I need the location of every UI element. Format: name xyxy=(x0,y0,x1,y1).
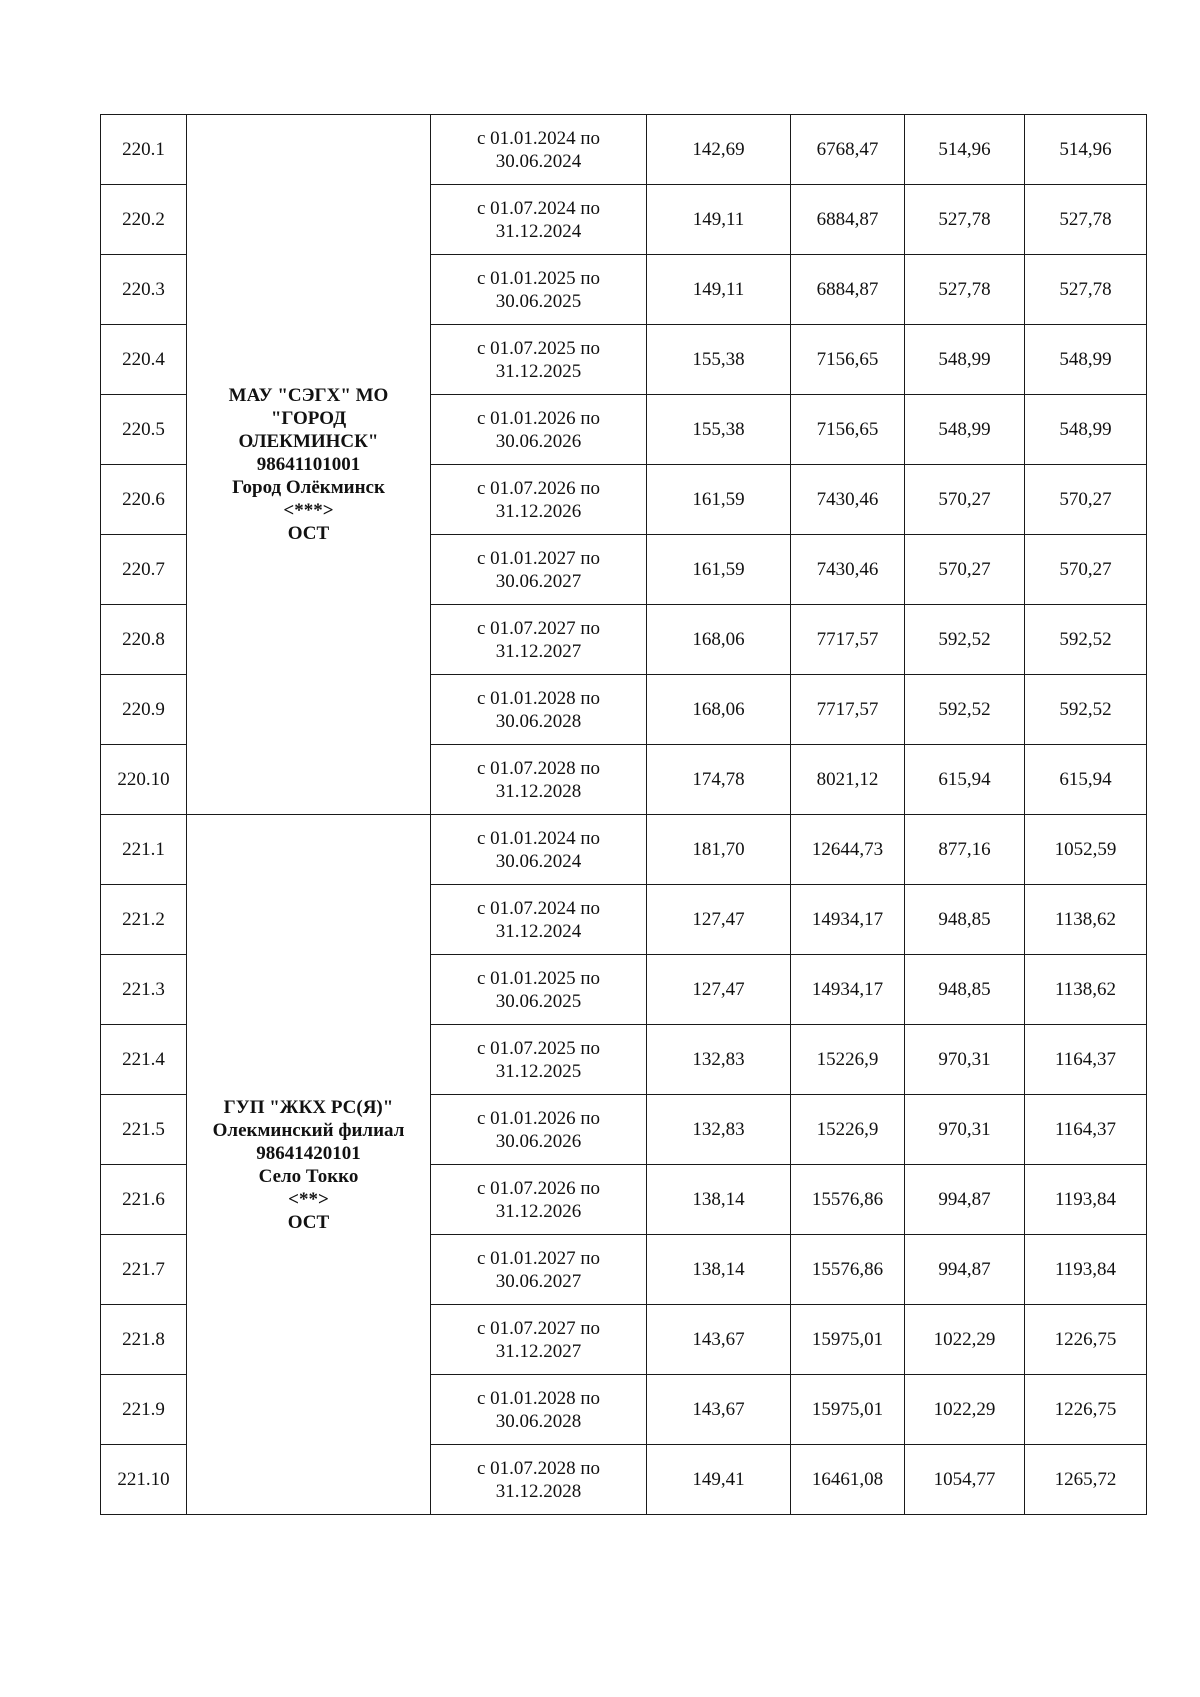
tariff-table xyxy=(100,114,1147,1515)
period-cell: с 01.07.2025 по 31.12.2025 xyxy=(431,1025,647,1095)
period-cell: с 01.01.2025 по 30.06.2025 xyxy=(431,255,647,325)
value-cell-1: 149,11 xyxy=(647,255,791,325)
value-cell-1: 127,47 xyxy=(647,885,791,955)
value-cell-1: 168,06 xyxy=(647,605,791,675)
value-cell-1: 138,14 xyxy=(647,1165,791,1235)
value-cell-1: 143,67 xyxy=(647,1375,791,1445)
value-cell-2: 16461,08 xyxy=(791,1445,905,1515)
row-number-cell: 220.7 xyxy=(101,535,187,605)
value-cell-4: 527,78 xyxy=(1025,255,1147,325)
value-cell-4: 548,99 xyxy=(1025,395,1147,465)
value-cell-1: 155,38 xyxy=(647,395,791,465)
value-cell-2: 7156,65 xyxy=(791,395,905,465)
value-cell-2: 6884,87 xyxy=(791,255,905,325)
row-number-cell: 221.10 xyxy=(101,1445,187,1515)
value-cell-3: 514,96 xyxy=(905,115,1025,185)
row-number-cell: 220.9 xyxy=(101,675,187,745)
row-number-cell: 221.8 xyxy=(101,1305,187,1375)
value-cell-3: 1022,29 xyxy=(905,1375,1025,1445)
tariff-table-body xyxy=(101,115,1147,1515)
table-row xyxy=(101,815,1147,885)
value-cell-1: 168,06 xyxy=(647,675,791,745)
period-cell: с 01.07.2026 по 31.12.2026 xyxy=(431,1165,647,1235)
period-cell: с 01.01.2026 по 30.06.2026 xyxy=(431,395,647,465)
value-cell-1: 149,11 xyxy=(647,185,791,255)
value-cell-2: 12644,73 xyxy=(791,815,905,885)
value-cell-1: 174,78 xyxy=(647,745,791,815)
period-cell: с 01.07.2028 по 31.12.2028 xyxy=(431,745,647,815)
value-cell-4: 514,96 xyxy=(1025,115,1147,185)
value-cell-4: 592,52 xyxy=(1025,605,1147,675)
period-cell: с 01.07.2027 по 31.12.2027 xyxy=(431,1305,647,1375)
value-cell-1: 132,83 xyxy=(647,1025,791,1095)
value-cell-2: 15975,01 xyxy=(791,1305,905,1375)
value-cell-3: 970,31 xyxy=(905,1095,1025,1165)
value-cell-2: 15226,9 xyxy=(791,1095,905,1165)
value-cell-1: 142,69 xyxy=(647,115,791,185)
value-cell-2: 7430,46 xyxy=(791,465,905,535)
period-cell: с 01.01.2028 по 30.06.2028 xyxy=(431,1375,647,1445)
table-row xyxy=(101,115,1147,185)
value-cell-4: 1164,37 xyxy=(1025,1095,1147,1165)
value-cell-1: 149,41 xyxy=(647,1445,791,1515)
organization-cell: МАУ "СЭГХ" МО "ГОРОД ОЛЕКМИНСК" 98641101001 Город Олёкминск <***> ОСТ xyxy=(187,115,431,815)
value-cell-4: 1052,59 xyxy=(1025,815,1147,885)
value-cell-3: 548,99 xyxy=(905,325,1025,395)
value-cell-4: 615,94 xyxy=(1025,745,1147,815)
value-cell-2: 7430,46 xyxy=(791,535,905,605)
value-cell-1: 132,83 xyxy=(647,1095,791,1165)
row-number-cell: 220.2 xyxy=(101,185,187,255)
value-cell-3: 548,99 xyxy=(905,395,1025,465)
value-cell-3: 592,52 xyxy=(905,605,1025,675)
value-cell-2: 14934,17 xyxy=(791,955,905,1025)
value-cell-3: 1022,29 xyxy=(905,1305,1025,1375)
period-cell: с 01.07.2028 по 31.12.2028 xyxy=(431,1445,647,1515)
period-cell: с 01.01.2027 по 30.06.2027 xyxy=(431,1235,647,1305)
value-cell-4: 1164,37 xyxy=(1025,1025,1147,1095)
value-cell-4: 527,78 xyxy=(1025,185,1147,255)
value-cell-2: 15576,86 xyxy=(791,1235,905,1305)
value-cell-1: 161,59 xyxy=(647,465,791,535)
value-cell-3: 527,78 xyxy=(905,185,1025,255)
value-cell-2: 15576,86 xyxy=(791,1165,905,1235)
period-cell: с 01.07.2027 по 31.12.2027 xyxy=(431,605,647,675)
value-cell-3: 970,31 xyxy=(905,1025,1025,1095)
value-cell-3: 948,85 xyxy=(905,955,1025,1025)
value-cell-2: 15226,9 xyxy=(791,1025,905,1095)
period-cell: с 01.01.2024 по 30.06.2024 xyxy=(431,115,647,185)
value-cell-4: 1193,84 xyxy=(1025,1165,1147,1235)
value-cell-3: 994,87 xyxy=(905,1165,1025,1235)
value-cell-3: 1054,77 xyxy=(905,1445,1025,1515)
row-number-cell: 220.3 xyxy=(101,255,187,325)
value-cell-3: 615,94 xyxy=(905,745,1025,815)
period-cell: с 01.01.2027 по 30.06.2027 xyxy=(431,535,647,605)
row-number-cell: 220.4 xyxy=(101,325,187,395)
value-cell-2: 14934,17 xyxy=(791,885,905,955)
value-cell-3: 570,27 xyxy=(905,465,1025,535)
value-cell-3: 877,16 xyxy=(905,815,1025,885)
row-number-cell: 221.5 xyxy=(101,1095,187,1165)
value-cell-3: 570,27 xyxy=(905,535,1025,605)
value-cell-1: 143,67 xyxy=(647,1305,791,1375)
value-cell-1: 138,14 xyxy=(647,1235,791,1305)
value-cell-4: 1265,72 xyxy=(1025,1445,1147,1515)
period-cell: с 01.01.2026 по 30.06.2026 xyxy=(431,1095,647,1165)
value-cell-2: 7156,65 xyxy=(791,325,905,395)
period-cell: с 01.07.2024 по 31.12.2024 xyxy=(431,185,647,255)
row-number-cell: 220.6 xyxy=(101,465,187,535)
value-cell-4: 1138,62 xyxy=(1025,955,1147,1025)
value-cell-4: 570,27 xyxy=(1025,465,1147,535)
row-number-cell: 221.7 xyxy=(101,1235,187,1305)
value-cell-2: 8021,12 xyxy=(791,745,905,815)
value-cell-2: 6884,87 xyxy=(791,185,905,255)
value-cell-3: 592,52 xyxy=(905,675,1025,745)
row-number-cell: 220.1 xyxy=(101,115,187,185)
value-cell-1: 161,59 xyxy=(647,535,791,605)
value-cell-4: 592,52 xyxy=(1025,675,1147,745)
row-number-cell: 220.5 xyxy=(101,395,187,465)
row-number-cell: 221.4 xyxy=(101,1025,187,1095)
value-cell-4: 1138,62 xyxy=(1025,885,1147,955)
value-cell-4: 1226,75 xyxy=(1025,1375,1147,1445)
value-cell-1: 181,70 xyxy=(647,815,791,885)
value-cell-2: 15975,01 xyxy=(791,1375,905,1445)
value-cell-3: 527,78 xyxy=(905,255,1025,325)
period-cell: с 01.01.2028 по 30.06.2028 xyxy=(431,675,647,745)
row-number-cell: 221.3 xyxy=(101,955,187,1025)
value-cell-4: 1226,75 xyxy=(1025,1305,1147,1375)
row-number-cell: 220.10 xyxy=(101,745,187,815)
value-cell-3: 994,87 xyxy=(905,1235,1025,1305)
value-cell-1: 155,38 xyxy=(647,325,791,395)
value-cell-4: 1193,84 xyxy=(1025,1235,1147,1305)
period-cell: с 01.01.2024 по 30.06.2024 xyxy=(431,815,647,885)
period-cell: с 01.07.2024 по 31.12.2024 xyxy=(431,885,647,955)
row-number-cell: 220.8 xyxy=(101,605,187,675)
period-cell: с 01.01.2025 по 30.06.2025 xyxy=(431,955,647,1025)
row-number-cell: 221.1 xyxy=(101,815,187,885)
value-cell-2: 6768,47 xyxy=(791,115,905,185)
value-cell-2: 7717,57 xyxy=(791,605,905,675)
row-number-cell: 221.9 xyxy=(101,1375,187,1445)
organization-cell: ГУП "ЖКХ РС(Я)" Олекминский филиал 98641420101 Село Токко <**> ОСТ xyxy=(187,815,431,1515)
row-number-cell: 221.2 xyxy=(101,885,187,955)
value-cell-3: 948,85 xyxy=(905,885,1025,955)
period-cell: с 01.07.2026 по 31.12.2026 xyxy=(431,465,647,535)
value-cell-4: 548,99 xyxy=(1025,325,1147,395)
value-cell-2: 7717,57 xyxy=(791,675,905,745)
period-cell: с 01.07.2025 по 31.12.2025 xyxy=(431,325,647,395)
value-cell-4: 570,27 xyxy=(1025,535,1147,605)
value-cell-1: 127,47 xyxy=(647,955,791,1025)
row-number-cell: 221.6 xyxy=(101,1165,187,1235)
